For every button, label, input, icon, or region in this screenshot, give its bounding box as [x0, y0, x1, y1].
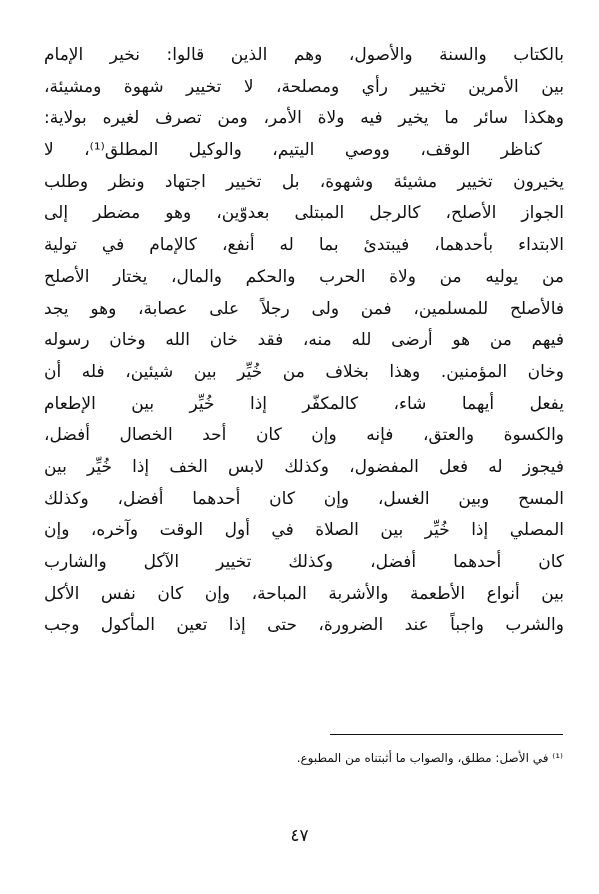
text-line: بين أنواع الأطعمة والأشربة المباحة، وإن كان نفس الأكل: [44, 583, 564, 604]
text-line: والشرب واجباً عند الضرورة، حتى إذا تعين المأكول وجب: [44, 615, 564, 636]
footnote-divider: [330, 734, 563, 735]
text-line: المصلي إذا خُيِّر بين الصلاة في أول الوقت وآخره، وإن: [44, 520, 564, 541]
text-line: وهكذا سائر ما يخير فيه ولاة الأمر، ومن تصرف لغيره بولاية:: [44, 108, 564, 129]
text-line: يفعل أيهما شاء، كالمكفّر إذا خُيِّر بين الإطعام: [44, 393, 564, 414]
text-line: الابتداء بأحدهما، فيبتدئ بما له أنفع، كالإمام في تولية: [44, 235, 564, 256]
text-line: كان أحدهما أفضل، وكذلك تخيير الآكل والشارب: [44, 552, 564, 572]
footnote: ⁽¹⁾ في الأصل: مطلق، والصواب ما أثبتناه من المطبوع.: [296, 751, 563, 765]
main-text-block: [44, 40, 564, 642]
text-line: يخيرون تخيير مشيئة وشهوة، بل تخيير اجتهاد ونظر وطلب: [44, 171, 564, 192]
paragraph-first-line: كناظر الوقف، ووصي اليتيم، والوكيل المطلق⁽¹⁾، لا: [44, 140, 543, 161]
text-line: وخان المؤمنين. وهذا بخلاف من خُيِّر بين شيئين، فله أن: [44, 361, 564, 382]
text-line: الجواز الأصلح، كالرجل المبتلى بعدوّين، وهو مضطر إلى: [44, 203, 564, 224]
text-line: فيجوز له فعل المفضول، وكذلك لابس الخف إذا خُيِّر بين: [44, 456, 564, 477]
text-line: بين الأمرين تخيير رأي ومصلحة، لا تخيير شهوة ومشيئة،: [44, 76, 564, 97]
text-line: المسح وبين الغسل، وإن كان أحدهما أفضل، وكذلك: [44, 488, 564, 509]
text-line: فيهم من هو أرضى لله منه، فقد خان الله وخان رسوله: [44, 330, 564, 351]
text-line: والكسوة والعتق، فإنه وإن كان أحد الخصال أفضل،: [44, 425, 564, 446]
text-line: فالأصلح للمسلمين، فمن ولى رجلاً على عصابة، وهو يجد: [44, 298, 564, 319]
page-number: ٤٧: [290, 826, 309, 846]
text-line: بالكتاب والسنة والأصول، وهم الذين قالوا: نخير الإمام: [44, 45, 564, 65]
text-line: من يوليه من ولاة الحرب والحكم والمال، يختار الأصلح: [44, 266, 564, 287]
